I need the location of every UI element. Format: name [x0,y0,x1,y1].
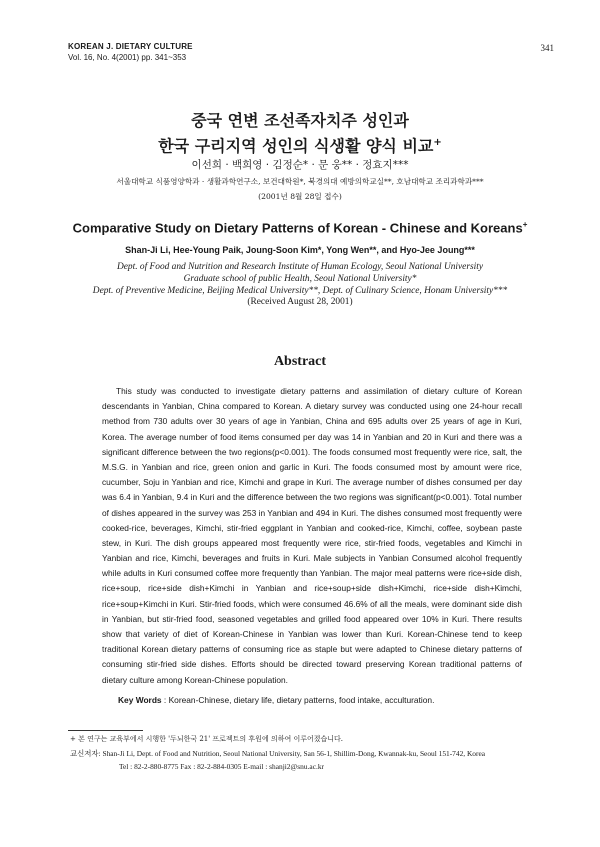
footnote-correspondence: 교신저자: Shan-Ji Li, Dept. of Food and Nutrition, Seoul National University, San 56-1, Shillim-Dong, Kwannak-ku, Seoul 151-742, Korea [70,749,486,758]
keywords [118,695,434,705]
affiliation-line-2: Graduate school of public Health, Seoul National University* [183,274,417,284]
korean-title-line-1: 중국 연변 조선족자치주 성인과 [191,111,409,130]
footnote-divider [68,730,143,731]
korean-title-line-2: 한국 구리지역 성인의 식생활 양식 비교+ [158,136,442,156]
keywords-label: Key Words [118,695,162,705]
korean-received-date: (2001년 8월 28일 접수) [258,192,342,201]
abstract-heading: Abstract [273,354,327,369]
affiliation-line-3: Dept. of Preventive Medicine, Beijing Medical University**, Dept. of Culinary Science, Honam University*** [92,286,508,296]
affiliation-line-1: Dept. of Food and Nutrition and Research Institute of Human Ecology, Seoul National University [116,262,484,272]
korean-title [0,110,600,157]
english-title: Comparative Study on Dietary Patterns of Korean - Chinese and Koreans+ [72,220,528,236]
page-number: 341 [540,43,554,53]
journal-header [68,41,193,63]
footnote-funding: + 본 연구는 교육부에서 시행한 '두뇌한국 21' 프로젝트의 후원에 의하여 이루어졌습니다. [70,735,344,743]
journal-volume: Vol. 16, No. 4(2001) pp. 341~353 [68,53,187,62]
korean-authors: 이선희 · 백희영 · 김정순* · 문 웅** · 정효지*** [191,159,409,171]
english-authors: Shan-Ji Li, Hee-Young Paik, Joung-Soon Kim*, Yong Wen**, and Hyo-Jee Joung*** [125,245,475,255]
footnote-contact: Tel : 82-2-880-8775 Fax : 82-2-884-0305 E-mail : shanji2@snu.ac.kr [119,762,324,771]
funding-mark: + [433,137,442,148]
english-funding-mark: + [522,220,528,229]
korean-affiliation: 서울대학교 식품영양학과 · 생활과학연구소, 보건대학원*, 북경의대 예방의학교실**, 호남대학교 조리과학과*** [116,177,484,186]
keywords-list: : Korean-Chinese, dietary life, dietary patterns, food intake, acculturation. [161,695,435,705]
abstract-body: This study was conducted to investigate dietary patterns and assimilation of dietary culture of Korean descendants in Yanbian, China compared to Korean. A dietary survey was conducted using one 24-hour recall method from 730 adults over 30 years of age in Yanbian, China and 695 adults over 25 years of age in Kuri, Korea. The average number of food items consumed per day was 14 in Yanbian and 20 in Kuri and there was a significant difference between the two regions(p<0.001). The foods consumed most frequently were rice, salt, the M.S.G. in Yanbian and rice, green onion and garlic in Kuri. The foods consumed most by amount were rice, cucumber, Soju in Yanbian and rice, Kimchi and grape in Kuri. The average number of dishes consumed per day was 6.4 in Yanbian, 9.4 in Kuri and the difference between the two regions was significant(p<0.001). Total number of dishes appeared in the survey was 253 in Yanbian and 494 in Kuri. The dishes consumed most frequently were cooked-rice, beverages, Kimchi, stir-fried eggplant in Yanbian and cooked-rice, Kimchi, coffee, soybean paste stew, in Kuri. The dish groups appeared most frequently were rice, stir-fried foods, vegetables and Kimchi in Yanbian and rice, Kimchi, beverages and fruits in Kuri. Male subjects in Yanbian Consumed alcohol frequently while adults in Kuri consumed coffee more frequently than Yanbian. The major meal patterns were rice+side dish, rice+soup, rice+side dish+Kimchi in Yanbian and rice+soup+side dish+Kimchi, rice+side dish+Kimchi, rice+soup+Kimchi in Kuri. Stir-fried foods, which were consumed 46.6% of all the meals, were dominant side dish in Yanbian, but stir-fried food, seasoned vegetables and grilled food appeared over 10% in Kuri. There results show that variety of diet of Korean-Chinese in Yanbian was lower than Kuri. Korean-Chinese tend to keep traditional Korean dietary patterns of consuming rice as staple but were adapted to Chinese dietary patterns of consuming stir-fried side dishes. Efforts should be directed toward preserving Korean traditional patterns of dietary culture among Korean-Chinese population. [102,386,522,685]
journal-name: KOREAN J. DIETARY CULTURE [68,42,193,51]
english-received-date: (Received August 28, 2001) [247,297,353,307]
